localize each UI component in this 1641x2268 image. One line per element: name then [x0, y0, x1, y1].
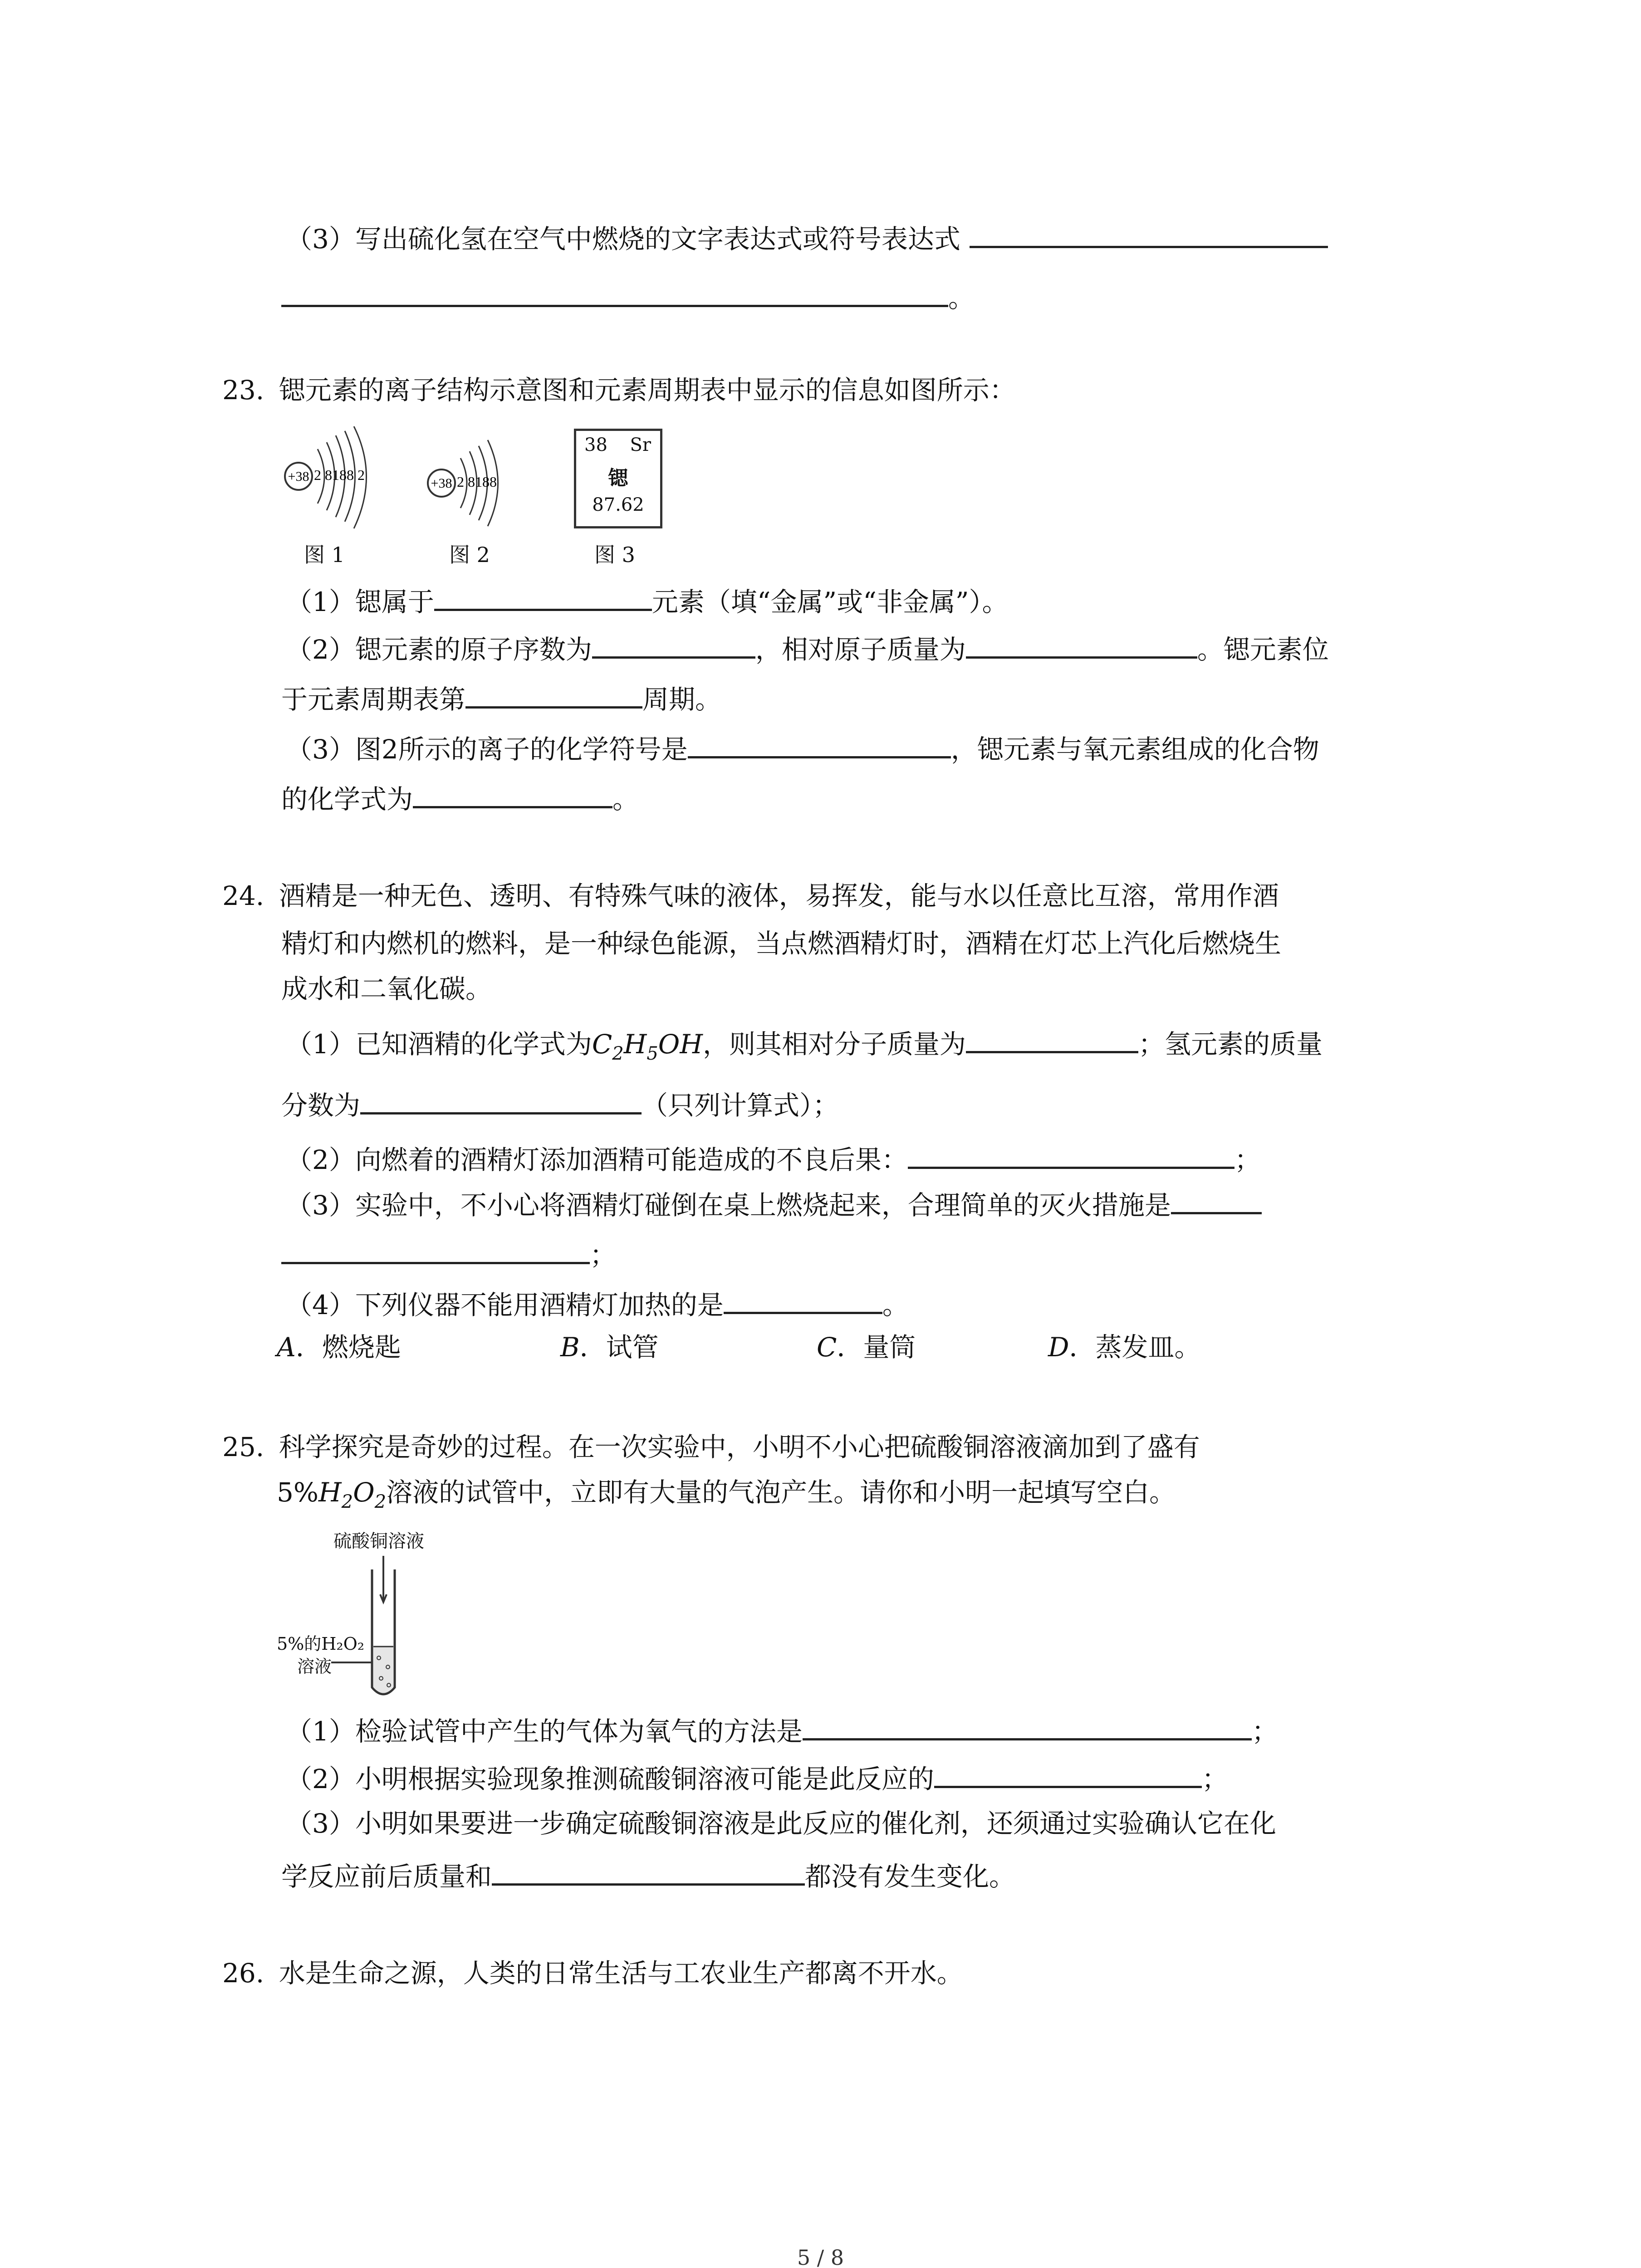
q23-figure2 — [424, 433, 524, 538]
q24-part2 — [286, 1139, 1261, 1178]
q24-stem-line1 — [222, 878, 1279, 914]
q23-fig3-caption: 图 3 — [594, 543, 635, 567]
q25-text1: 科学探究是奇妙的过程。在一次实验中，小明不小心把硫酸铜溶液滴加到了盛有 — [279, 1432, 1200, 1462]
q23-part2-text4: 于元素周期表第 — [281, 684, 466, 715]
q25-stem-line2 — [277, 1474, 1176, 1520]
q25-part3-text3: 都没有发生变化。 — [805, 1861, 1016, 1892]
q23-number: 23. — [222, 375, 265, 406]
q22-part3-cont — [281, 277, 975, 316]
q24-part1-blank-fraction[interactable] — [360, 1084, 642, 1114]
q23-part1-text2: 元素（填“金属”或“非金属”）。 — [652, 587, 1009, 617]
q25-part2-end: ； — [1201, 1764, 1228, 1794]
q25-formula-h: H — [318, 1477, 342, 1508]
q24-part4-blank[interactable] — [724, 1284, 882, 1314]
q23-stem — [222, 372, 1016, 408]
q23-part2-blank-number[interactable] — [592, 628, 755, 659]
q24-option-d-text: ．蒸发皿。 — [1069, 1332, 1201, 1363]
q22-part3-blank2[interactable] — [281, 277, 948, 307]
q26-stem — [222, 1955, 963, 1991]
q25-formula-2b: 2 — [374, 1491, 387, 1512]
q23-cell-symbol: Sr — [630, 435, 651, 455]
q24-part3-blank[interactable] — [1171, 1184, 1262, 1214]
q24-option-a[interactable] — [277, 1329, 401, 1365]
q23-part3-text3: 的化学式为 — [281, 784, 413, 815]
q25-part1-end: ； — [1251, 1716, 1278, 1747]
q23-part2-cont — [281, 678, 721, 718]
q24-option-c-text: ．量筒 — [837, 1332, 916, 1363]
q24-part4 — [286, 1284, 909, 1323]
q23-fig2-caption: 图 2 — [449, 543, 490, 567]
q25-fig-side-label2: 溶液 — [297, 1657, 332, 1677]
q25-formula-o: O — [353, 1477, 375, 1508]
q24-stem-line2: 精灯和内燃机的燃料，是一种绿色能源，当点燃酒精灯时，酒精在灯芯上汽化后燃烧生 — [281, 928, 1282, 959]
q24-formula-2: 2 — [612, 1043, 624, 1064]
q24-part3 — [286, 1184, 1262, 1223]
q24-option-d[interactable] — [1048, 1329, 1201, 1365]
q24-part4-end: 。 — [882, 1290, 909, 1320]
q23-part1-text: （1）锶属于 — [286, 587, 434, 617]
q22-part3-text: （3）写出硫化氢在空气中燃烧的文字表达式或符号表达式 — [286, 224, 960, 254]
q24-text1: 酒精是一种无色、透明、有特殊气味的液体，易挥发，能与水以任意比互溶，常用作酒 — [279, 880, 1279, 911]
q25-part2-blank[interactable] — [934, 1758, 1202, 1788]
q23-part2-text3: 。锶元素位 — [1197, 634, 1329, 665]
page-number: 5 / 8 — [797, 2245, 844, 2268]
q23-cell-number: 38 — [584, 435, 607, 455]
q25-part1-text: （1）检验试管中产生的气体为氧气的方法是 — [286, 1716, 803, 1747]
q24-formula-c: C — [592, 1029, 612, 1060]
q24-option-a-text: ．燃烧匙 — [295, 1332, 401, 1363]
q25-part3-cont — [281, 1855, 1015, 1895]
q24-number: 24. — [222, 880, 265, 911]
q24-part1-text3: ；氢元素的质量 — [1138, 1029, 1323, 1060]
q26-text: 水是生命之源，人类的日常生活与工农业生产都离不开水。 — [279, 1958, 963, 1989]
q25-part3-text2: 学反应前后质量和 — [281, 1861, 492, 1892]
q25-test-tube-figure — [299, 1551, 417, 1706]
q23-part3-blank-formula[interactable] — [413, 778, 612, 808]
q24-part3-blank2[interactable] — [281, 1234, 590, 1264]
q25-part2-text: （2）小明根据实验现象推测硫酸铜溶液可能是此反应的 — [286, 1764, 934, 1794]
q24-part1-text4: 分数为 — [281, 1090, 361, 1121]
q24-part1-text: （1）已知酒精的化学式为 — [286, 1029, 592, 1060]
q25-part1-blank[interactable] — [803, 1710, 1252, 1740]
q23-part3 — [286, 728, 1319, 767]
q23-part1 — [286, 581, 1009, 620]
q24-part2-blank[interactable] — [908, 1139, 1234, 1169]
q23-part1-blank[interactable] — [434, 581, 652, 611]
q25-text2: 溶液的试管中，立即有大量的气泡产生。请你和小明一起填写空白。 — [386, 1477, 1176, 1508]
q23-fig1-caption: 图 1 — [304, 543, 345, 567]
q24-part4-text: （4）下列仪器不能用酒精灯加热的是 — [286, 1290, 724, 1320]
q25-number: 25. — [222, 1432, 265, 1462]
q23-part2-text5: 周期。 — [642, 684, 722, 715]
q25-part1 — [286, 1710, 1278, 1750]
q22-part3-blank[interactable] — [970, 218, 1328, 248]
q23-figure1 — [281, 422, 390, 540]
q23-part2-text: （2）锶元素的原子序数为 — [286, 634, 592, 665]
q25-part2 — [286, 1758, 1228, 1797]
q25-formula-2a: 2 — [341, 1491, 353, 1512]
q24-option-c[interactable] — [817, 1329, 916, 1365]
q23-periodic-cell — [574, 429, 662, 528]
q22-part3-end: 。 — [948, 283, 975, 313]
q24-part3-cont — [281, 1234, 616, 1273]
q23-part2-blank-mass[interactable] — [966, 628, 1197, 659]
q23-text: 锶元素的离子结构示意图和元素周期表中显示的信息如图所示： — [279, 375, 1016, 406]
q24-part3-text: （3）实验中，不小心将酒精灯碰倒在桌上燃烧起来，合理简单的灭火措施是 — [286, 1190, 1171, 1221]
q24-formula-5: 5 — [647, 1043, 658, 1064]
q25-part3: （3）小明如果要进一步确定硫酸铜溶液是此反应的催化剂，还须通过实验确认它在化 — [286, 1808, 1276, 1839]
q25-part3-blank[interactable] — [492, 1855, 805, 1886]
q24-part2-text: （2）向燃着的酒精灯添加酒精可能造成的不良后果： — [286, 1144, 908, 1175]
q24-formula-oh: OH — [658, 1029, 703, 1060]
q23-part3-text: （3）图2所示的离子的化学符号是 — [286, 734, 688, 765]
q23-part3-end: 。 — [612, 784, 639, 815]
q25-fig-side-label1: 5%的H₂O₂ — [277, 1634, 365, 1654]
q23-fig1-electrons: 2 8188 2 — [314, 467, 365, 483]
q23-part2 — [286, 628, 1329, 668]
q22-part3 — [286, 218, 1328, 257]
q24-part2-end: ； — [1234, 1144, 1261, 1175]
q23-fig1-nucleus: +38 — [288, 469, 309, 484]
q25-percent: 5% — [277, 1477, 319, 1508]
q25-stem-line1 — [222, 1429, 1200, 1465]
q23-cell-mass: 87.62 — [592, 494, 644, 515]
q24-formula-h: H — [623, 1029, 647, 1060]
q24-option-c-letter: C — [817, 1332, 837, 1363]
q23-part2-blank-period[interactable] — [465, 678, 642, 709]
q23-part3-cont — [281, 778, 639, 817]
q23-part2-text2: ，相对原子质量为 — [755, 634, 966, 665]
q24-part1 — [286, 1023, 1323, 1072]
q24-option-b-letter: B — [560, 1332, 580, 1363]
q24-part1-text5: （只列计算式）； — [642, 1090, 839, 1121]
q23-cell-name: 锶 — [608, 467, 628, 490]
q24-option-d-letter: D — [1048, 1332, 1069, 1363]
q24-option-a-letter: A — [277, 1332, 296, 1363]
q24-option-b-text: ．试管 — [579, 1332, 659, 1363]
q24-part1-text2: ，则其相对分子质量为 — [702, 1029, 966, 1060]
q24-option-b[interactable] — [560, 1329, 659, 1365]
q24-part1-cont — [281, 1084, 839, 1124]
q24-part1-blank-mass[interactable] — [966, 1023, 1138, 1053]
q26-number: 26. — [222, 1958, 265, 1989]
q23-part3-blank-ion[interactable] — [688, 728, 951, 758]
q24-part3-end: ； — [590, 1240, 617, 1271]
q24-stem-line3: 成水和二氧化碳。 — [281, 973, 492, 1004]
q23-part3-text2: ，锶元素与氧元素组成的化合物 — [950, 734, 1319, 765]
q23-fig2-electrons: 2 8188 — [457, 474, 497, 490]
q23-fig2-nucleus: +38 — [431, 476, 452, 491]
q25-fig-top-label: 硫酸铜溶液 — [333, 1531, 424, 1552]
